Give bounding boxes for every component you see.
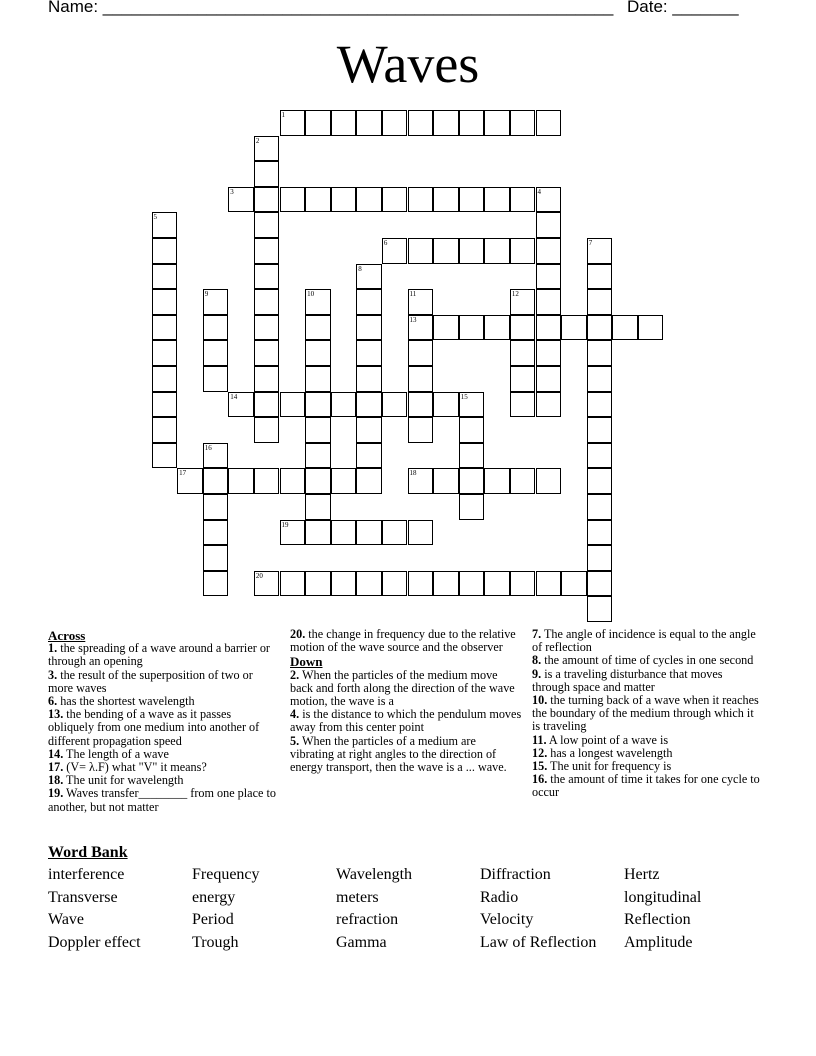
crossword-cell[interactable]	[587, 468, 613, 494]
clue-item-text: The angle of incidence is equal to the angle of reflection	[532, 627, 756, 655]
word-bank-item: longitudinal	[624, 888, 702, 906]
crossword-cell[interactable]	[305, 315, 331, 341]
clue-number: 11	[409, 290, 417, 299]
crossword-cell[interactable]	[203, 340, 229, 366]
down-heading: Down	[290, 654, 323, 670]
word-bank-item: energy	[192, 888, 236, 906]
date-field-label: Date: _______	[627, 0, 739, 16]
clue-item	[290, 628, 522, 654]
crossword-cell[interactable]	[254, 161, 280, 187]
clue-number: 3	[230, 187, 234, 196]
clue-item	[532, 694, 762, 734]
crossword-cell[interactable]	[484, 315, 510, 341]
clue-item-number: 10.	[532, 693, 548, 708]
clue-item-number: 11.	[532, 732, 547, 747]
clue-item-number: 18.	[48, 773, 64, 788]
crossword-cell[interactable]	[203, 571, 229, 597]
crossword-cell[interactable]	[587, 520, 613, 546]
clue-number: 15	[460, 392, 468, 401]
clues-column-1	[48, 628, 278, 814]
crossword-cell[interactable]	[459, 238, 485, 264]
crossword-cell[interactable]	[305, 417, 331, 443]
clue-number: 17	[179, 469, 187, 478]
crossword-cell[interactable]	[331, 392, 357, 418]
crossword-cell[interactable]	[587, 596, 613, 622]
crossword-cell[interactable]	[484, 468, 510, 494]
clue-item-text: has a longest wavelength	[547, 745, 673, 760]
clue-item-text: The length of a wave	[63, 746, 169, 761]
clue-item-text: has the shortest wavelength	[57, 694, 195, 709]
crossword-cell[interactable]	[510, 392, 536, 418]
word-bank-item: Period	[192, 911, 234, 929]
crossword-cell[interactable]	[356, 468, 382, 494]
word-bank-item: Trough	[192, 934, 239, 952]
crossword-cell[interactable]	[305, 187, 331, 213]
crossword-cell[interactable]	[510, 110, 536, 136]
crossword-cell[interactable]	[305, 366, 331, 392]
crossword-cell[interactable]	[433, 315, 459, 341]
crossword-cell[interactable]	[587, 392, 613, 418]
crossword-cell[interactable]	[587, 238, 613, 264]
crossword-cell[interactable]	[280, 187, 306, 213]
crossword-cell[interactable]	[254, 212, 280, 238]
crossword-cell[interactable]	[254, 136, 280, 162]
clue-item-text: is a traveling disturbance that moves through space and matter	[532, 666, 723, 694]
crossword-cell[interactable]	[536, 468, 562, 494]
word-bank-title: Word Bank	[48, 844, 128, 861]
crossword-cell[interactable]	[638, 315, 664, 341]
crossword-cell[interactable]	[587, 315, 613, 341]
crossword-cell[interactable]	[459, 494, 485, 520]
crossword-cell[interactable]	[408, 366, 434, 392]
word-bank-item: Wave	[48, 911, 85, 929]
crossword-cell[interactable]	[408, 110, 434, 136]
crossword-cell[interactable]	[305, 468, 331, 494]
crossword-cell[interactable]	[152, 315, 178, 341]
crossword-cell[interactable]	[305, 520, 331, 546]
crossword-cell[interactable]	[408, 340, 434, 366]
crossword-cell[interactable]	[356, 187, 382, 213]
crossword-cell[interactable]	[254, 571, 280, 597]
crossword-cell[interactable]	[356, 392, 382, 418]
clue-number: 20	[255, 571, 263, 580]
across-heading: Across	[48, 628, 86, 643]
crossword-cell[interactable]	[561, 315, 587, 341]
clue-item-number: 3.	[48, 667, 58, 682]
crossword-cell[interactable]	[587, 443, 613, 469]
crossword-cell[interactable]	[305, 571, 331, 597]
crossword-cell[interactable]	[587, 264, 613, 290]
clue-item-text: the result of the superposition of two or more waves	[48, 667, 253, 695]
crossword-cell[interactable]	[228, 392, 254, 418]
word-bank-item: meters	[336, 888, 379, 906]
crossword-cell[interactable]	[203, 520, 229, 546]
crossword-cell[interactable]	[408, 417, 434, 443]
crossword-cell[interactable]	[254, 366, 280, 392]
crossword-cell[interactable]	[587, 289, 613, 315]
clue-item-text: When the particles of the medium move back and forth along the direction of the wave motion, the wave is a	[290, 667, 515, 709]
crossword-cell[interactable]	[459, 315, 485, 341]
crossword-cell[interactable]	[587, 366, 613, 392]
crossword-cell[interactable]	[510, 571, 536, 597]
crossword-cell[interactable]	[408, 187, 434, 213]
clue-item	[290, 708, 522, 734]
clue-number: 5	[153, 213, 157, 222]
clue-item-number: 8.	[532, 653, 542, 668]
word-bank-item: Amplitude	[624, 934, 693, 952]
word-bank-item: Hertz	[624, 866, 660, 883]
crossword-cell[interactable]	[280, 110, 306, 136]
word-bank-item: Reflection	[624, 911, 691, 929]
crossword-cell[interactable]	[331, 110, 357, 136]
crossword-cell[interactable]	[305, 494, 331, 520]
clue-number: 9	[204, 290, 209, 299]
clue-number: 6	[383, 239, 388, 247]
clue-item-number: 1.	[48, 641, 58, 656]
word-bank-item: Velocity	[480, 911, 534, 929]
crossword-cell[interactable]	[536, 366, 562, 392]
crossword-cell[interactable]	[152, 238, 178, 264]
crossword-cell[interactable]	[536, 340, 562, 366]
crossword-cell[interactable]	[254, 392, 280, 418]
crossword-cell[interactable]	[408, 315, 434, 341]
name-field-label: Name: ______________________________________________________	[48, 0, 614, 16]
crossword-cell[interactable]	[331, 520, 357, 546]
crossword-cell[interactable]	[152, 264, 178, 290]
crossword-cell[interactable]	[561, 571, 587, 597]
crossword-cell[interactable]	[203, 289, 229, 315]
clue-number: 4	[537, 187, 541, 196]
crossword-cell[interactable]	[280, 571, 306, 597]
crossword-cell[interactable]	[280, 520, 306, 546]
clue-item	[532, 628, 762, 654]
crossword-cell[interactable]	[356, 110, 382, 136]
crossword-cell[interactable]	[382, 187, 408, 213]
crossword-cell[interactable]	[356, 443, 382, 469]
clue-item-text: A low point of a wave is	[546, 732, 669, 747]
clue-item-text: the amount of time it takes for one cycle to occur	[532, 772, 760, 800]
clue-item	[290, 735, 522, 775]
clue-number: 12	[511, 290, 519, 299]
crossword-cell[interactable]	[382, 571, 408, 597]
crossword-cell[interactable]	[382, 110, 408, 136]
crossword-cell[interactable]	[356, 417, 382, 443]
crossword-cell[interactable]	[536, 264, 562, 290]
crossword-cell[interactable]	[536, 187, 562, 213]
crossword-cell[interactable]	[587, 571, 613, 597]
crossword-cell[interactable]	[587, 340, 613, 366]
clue-item-number: 12.	[532, 745, 548, 760]
crossword-cell[interactable]	[484, 571, 510, 597]
crossword-cell[interactable]	[459, 417, 485, 443]
crossword-cell[interactable]	[536, 212, 562, 238]
clue-item-text: the turning back of a wave when it reaches the boundary of the medium through which it is traveling	[532, 693, 759, 734]
crossword-cell[interactable]	[459, 187, 485, 213]
clue-item	[48, 787, 278, 813]
crossword-cell[interactable]	[382, 392, 408, 418]
crossword-cell[interactable]	[305, 443, 331, 469]
clue-item-number: 2.	[290, 667, 300, 682]
crossword-cell[interactable]	[203, 468, 229, 494]
crossword-cell[interactable]	[587, 545, 613, 571]
clue-item-text: the bending of a wave as it passes obliquely from one medium into another of different propagation speed	[48, 707, 260, 748]
crossword-cell[interactable]	[152, 392, 178, 418]
crossword-cell[interactable]	[203, 315, 229, 341]
clue-item-number: 9.	[532, 666, 542, 681]
crossword-cell[interactable]	[305, 110, 331, 136]
clue-number: 18	[409, 469, 417, 478]
crossword-cell[interactable]	[152, 212, 178, 238]
crossword-cell[interactable]	[305, 392, 331, 418]
crossword-cell[interactable]	[408, 392, 434, 418]
clue-item	[532, 668, 762, 694]
word-bank-item: Doppler effect	[48, 934, 141, 952]
crossword-cell[interactable]	[203, 545, 229, 571]
crossword-cell[interactable]	[228, 187, 254, 213]
clue-item-number: 7.	[532, 627, 542, 641]
clue-item-number: 16.	[532, 772, 548, 787]
word-bank-item: Law of Reflection	[480, 934, 597, 952]
crossword-cell[interactable]	[510, 468, 536, 494]
crossword-cell[interactable]	[305, 340, 331, 366]
word-bank-item: refraction	[336, 911, 399, 929]
crossword-cell[interactable]	[510, 366, 536, 392]
crossword-cell[interactable]	[254, 417, 280, 443]
crossword-cell[interactable]	[254, 315, 280, 341]
crossword-cell[interactable]	[536, 238, 562, 264]
crossword-cell[interactable]	[254, 468, 280, 494]
crossword-cell[interactable]	[152, 443, 178, 469]
crossword-cell[interactable]	[536, 315, 562, 341]
crossword-cell[interactable]	[536, 289, 562, 315]
crossword-cell[interactable]	[510, 315, 536, 341]
clue-number: 19	[281, 520, 289, 529]
clues-column-2	[290, 628, 522, 774]
crossword-cell[interactable]	[280, 468, 306, 494]
clue-item-number: 13.	[48, 707, 64, 722]
crossword-cell[interactable]	[536, 110, 562, 136]
crossword-cell[interactable]	[484, 238, 510, 264]
clue-item-number: 19.	[48, 786, 64, 801]
clue-number: 8	[358, 264, 362, 273]
crossword-cell[interactable]	[331, 468, 357, 494]
clue-item-number: 14.	[48, 746, 64, 761]
crossword-cell[interactable]	[203, 366, 229, 392]
word-bank-item: Wavelength	[336, 866, 413, 883]
page-title: Waves	[336, 34, 480, 94]
crossword-cell[interactable]	[305, 289, 331, 315]
clue-item-text: The unit for frequency is	[547, 759, 672, 774]
clue-item-number: 15.	[532, 759, 548, 774]
crossword-cell[interactable]	[356, 289, 382, 315]
crossword-cell[interactable]	[587, 417, 613, 443]
crossword-cell[interactable]	[408, 238, 434, 264]
clue-item-text: Waves transfer________ from one place to another, but not matter	[48, 786, 276, 814]
crossword-cell[interactable]	[356, 571, 382, 597]
crossword-cell[interactable]	[408, 571, 434, 597]
clue-item-number: 20.	[290, 627, 306, 641]
crossword-cell[interactable]	[331, 187, 357, 213]
clue-item-text: When the particles of a medium are vibrating at right angles to the direction of energy transport, then the wave is a ... wave.	[290, 733, 507, 775]
clue-number: 7	[588, 239, 593, 247]
crossword-cell[interactable]	[254, 264, 280, 290]
crossword-cell[interactable]	[587, 494, 613, 520]
crossword-cell[interactable]	[356, 340, 382, 366]
clue-number: 10	[307, 290, 315, 299]
clue-item-text: the spreading of a wave around a barrier or through an opening	[48, 641, 270, 669]
crossword-cell[interactable]	[254, 238, 280, 264]
clue-item-text: the change in frequency due to the relative motion of the wave source and the observer	[290, 627, 516, 655]
crossword-cell[interactable]	[433, 110, 459, 136]
crossword-cell[interactable]	[254, 187, 280, 213]
crossword-cell[interactable]	[433, 392, 459, 418]
clues-column-3	[532, 628, 762, 800]
crossword-cell[interactable]	[152, 417, 178, 443]
word-bank-item: Diffraction	[480, 866, 551, 883]
crossword-cell[interactable]	[177, 468, 203, 494]
crossword-cell[interactable]	[382, 238, 408, 264]
crossword-cell[interactable]	[510, 340, 536, 366]
crossword-cell[interactable]	[203, 443, 229, 469]
crossword-cell[interactable]	[510, 289, 536, 315]
crossword-cell[interactable]	[408, 468, 434, 494]
crossword-cell[interactable]	[510, 187, 536, 213]
crossword-cell[interactable]	[459, 571, 485, 597]
clue-item-number: 6.	[48, 694, 58, 709]
clue-number: 14	[230, 392, 238, 401]
crossword-cell[interactable]	[433, 571, 459, 597]
clue-number: 13	[409, 315, 417, 324]
clue-item	[48, 669, 278, 695]
word-bank-item: Gamma	[336, 934, 387, 952]
crossword-cell[interactable]	[459, 468, 485, 494]
crossword-cell[interactable]	[459, 443, 485, 469]
clue-item-number: 17.	[48, 760, 64, 775]
crossword-cell[interactable]	[356, 315, 382, 341]
crossword-cell[interactable]	[433, 187, 459, 213]
crossword-cell[interactable]	[612, 315, 638, 341]
crossword-cell[interactable]	[459, 392, 485, 418]
clue-item-text: is the distance to which the pendulum moves away from this center point	[290, 707, 522, 735]
crossword-cell[interactable]	[382, 520, 408, 546]
crossword-cell[interactable]	[254, 340, 280, 366]
crossword-cell[interactable]	[203, 494, 229, 520]
clue-item	[532, 773, 762, 799]
clue-item-text: The unit for wavelength	[63, 773, 184, 788]
word-bank-item: Transverse	[48, 888, 118, 906]
clue-item	[48, 708, 278, 748]
crossword-cell[interactable]	[280, 392, 306, 418]
crossword-cell[interactable]	[510, 238, 536, 264]
clue-number: 16	[204, 443, 212, 452]
crossword-cell[interactable]	[254, 289, 280, 315]
clue-number: 2	[255, 136, 260, 145]
clue-item-number: 5.	[290, 733, 300, 748]
crossword-cell[interactable]	[408, 520, 434, 546]
crossword-cell[interactable]	[356, 366, 382, 392]
clue-item-number: 4.	[290, 707, 300, 722]
crossword-cell[interactable]	[152, 340, 178, 366]
word-bank-item: interference	[48, 866, 125, 883]
crossword-cell[interactable]	[152, 366, 178, 392]
word-bank-item: Frequency	[192, 866, 260, 883]
crossword-cell[interactable]	[433, 238, 459, 264]
word-bank-item: Radio	[480, 888, 519, 906]
crossword-cell[interactable]	[331, 571, 357, 597]
clue-item	[48, 642, 278, 668]
crossword-cell[interactable]	[408, 289, 434, 315]
crossword-cell[interactable]	[152, 289, 178, 315]
crossword-cell[interactable]	[484, 110, 510, 136]
clue-number: 1	[281, 111, 285, 119]
crossword-cell[interactable]	[484, 187, 510, 213]
crossword-cell[interactable]	[536, 392, 562, 418]
crossword-cell[interactable]	[459, 110, 485, 136]
clue-item-text: the amount of time of cycles in one second	[541, 653, 754, 668]
crossword-cell[interactable]	[433, 468, 459, 494]
crossword-cell[interactable]	[536, 571, 562, 597]
clue-item-text: (V= λ.F) what "V" it means?	[63, 760, 207, 775]
crossword-cell[interactable]	[356, 520, 382, 546]
crossword-cell[interactable]	[228, 468, 254, 494]
crossword-cell[interactable]	[356, 264, 382, 290]
clue-item	[290, 669, 522, 709]
